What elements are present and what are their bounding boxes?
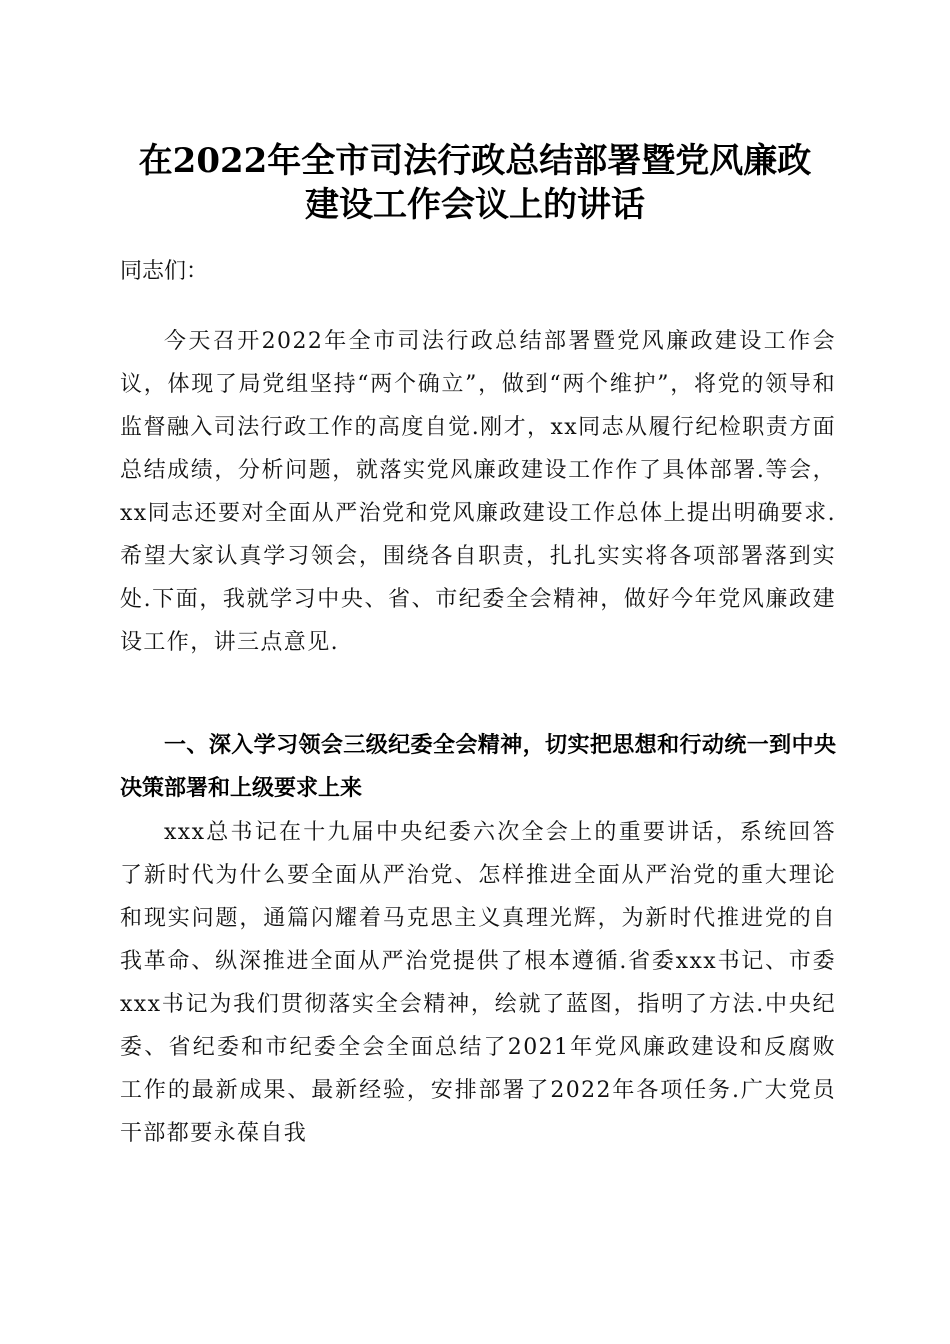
- salutation: 同志们：: [120, 259, 209, 284]
- paragraph-opening: 今天召开2022年全市司法行政总结部署暨党风廉政建设工作会议，体现了局党组坚持“两个确立”，做到“两个维护”，将党的领导和监督融入司法行政工作的高度自觉.刚才，xx同志从履行纪检职责方面总结成绩，分析问题，就落实党风廉政建设工作作了具体部署.等会，xx同志还要对全面从严治党和党风廉政建设工作总体上提出明确要求.希望大家认真学习领会，围绕各自职责，扎扎实实将各项部署落到实处.下面，我就学习中央、省、市纪委全会精神，做好今年党风廉政建设工作，讲三点意见.: [120, 329, 836, 655]
- document-title-line-2: 建设工作会议上的讲话: [305, 185, 645, 225]
- paragraph-section-1: xxx总书记在十九届中央纪委六次全会上的重要讲话，系统回答了新时代为什么要全面从严治党、怎样推进全面从严治党的重大理论和现实问题，通篇闪耀着马克思主义真理光辉，为新时代推进党的自我革命、纵深推进全面从严治党提供了根本遵循.省委xxx书记、市委xxx书记为我们贯彻落实全会精神，绘就了蓝图，指明了方法.中央纪委、省纪委和市纪委全会全面总结了2021年党风廉政建设和反腐败工作的最新成果、最新经验，安排部署了2022年各项任务.广大党员干部都要永葆自我: [120, 820, 836, 1146]
- document-title-line-1: 在2022年全市司法行政总结部署暨党风廉政: [138, 141, 812, 181]
- section-heading-1: 一、深入学习领会三级纪委全会精神，切实把思想和行动统一到中央决策部署和上级要求上来: [120, 733, 836, 801]
